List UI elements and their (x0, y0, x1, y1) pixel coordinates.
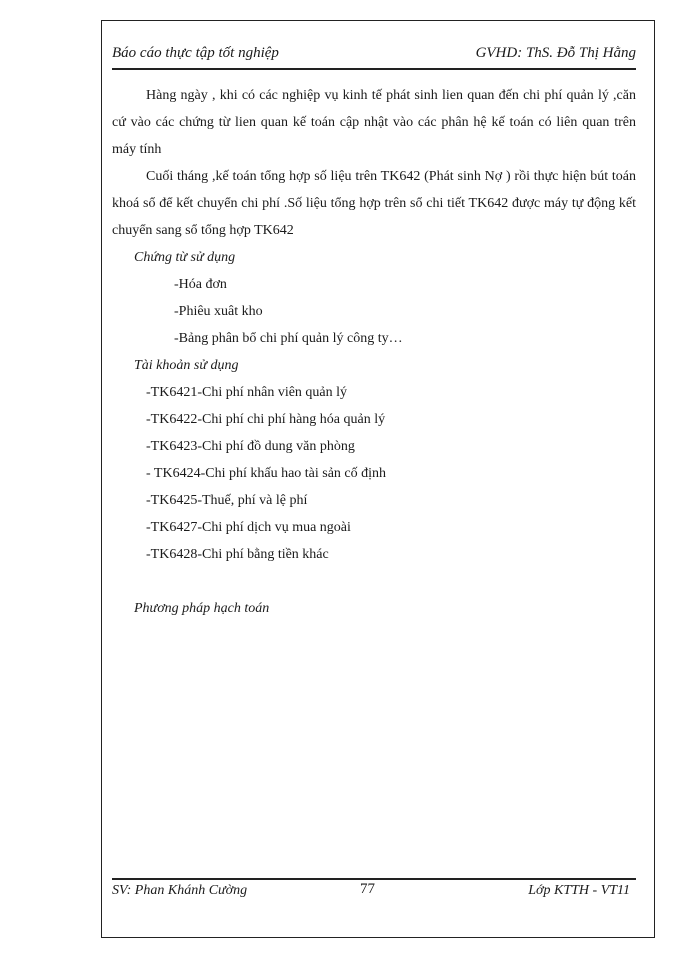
spacer (112, 568, 636, 595)
account-item: -TK6422-Chi phí chi phí hàng hóa quản lý (146, 412, 386, 427)
page-body (112, 82, 636, 622)
account-item: -TK6427-Chi phí dịch vụ mua ngoài (146, 520, 351, 535)
account-item: - TK6424-Chi phí khấu hao tài sản cố định (146, 466, 387, 481)
document-item: -Phiêu xuât kho (174, 304, 263, 319)
document-item: -Hóa đơn (174, 277, 227, 292)
method-heading: Phương pháp hạch toán (134, 601, 270, 616)
document-item: -Bảng phân bổ chi phí quản lý công ty… (174, 331, 403, 346)
accounts-heading: Tài khoản sử dụng (134, 358, 239, 373)
footer-student-name: SV: Phan Khánh Cường (112, 883, 248, 898)
account-item: -TK6428-Chi phí bằng tiền khác (146, 547, 329, 562)
page-header (112, 44, 636, 70)
header-supervisor: GVHD: ThS. Đỗ Thị Hằng (475, 45, 636, 61)
paragraph-month-end: Cuối tháng ,kế toán tổng hợp số liệu trên TK642 (Phát sinh Nợ ) rồi thực hiện bút toán khoá sổ để kết chuyển chi phí .Số liệu tổng hợp trên sổ chi tiết TK642 được máy tự động kết chuyển sang sổ tổng hợp TK642 (112, 169, 636, 238)
page-number: 77 (360, 881, 375, 897)
account-item: -TK6423-Chi phí đồ dung văn phòng (146, 439, 355, 454)
header-report-title: Báo cáo thực tập tốt nghiệp (112, 45, 279, 61)
footer-class: Lớp KTTH - VT11 (528, 883, 630, 898)
documents-heading: Chứng từ sử dụng (134, 250, 236, 265)
account-item: -TK6425-Thuế, phí và lệ phí (146, 493, 308, 508)
account-item: -TK6421-Chi phí nhân viên quản lý (146, 385, 348, 400)
paragraph-daily-entry: Hàng ngày , khi có các nghiệp vụ kinh tế phát sinh lien quan đến chi phí quản lý ,căn cứ vào các chứng từ lien quan kế toán cập nhật vào các phân hệ kế toán có liên quan trên máy tính (112, 88, 636, 157)
page-footer (112, 878, 636, 902)
